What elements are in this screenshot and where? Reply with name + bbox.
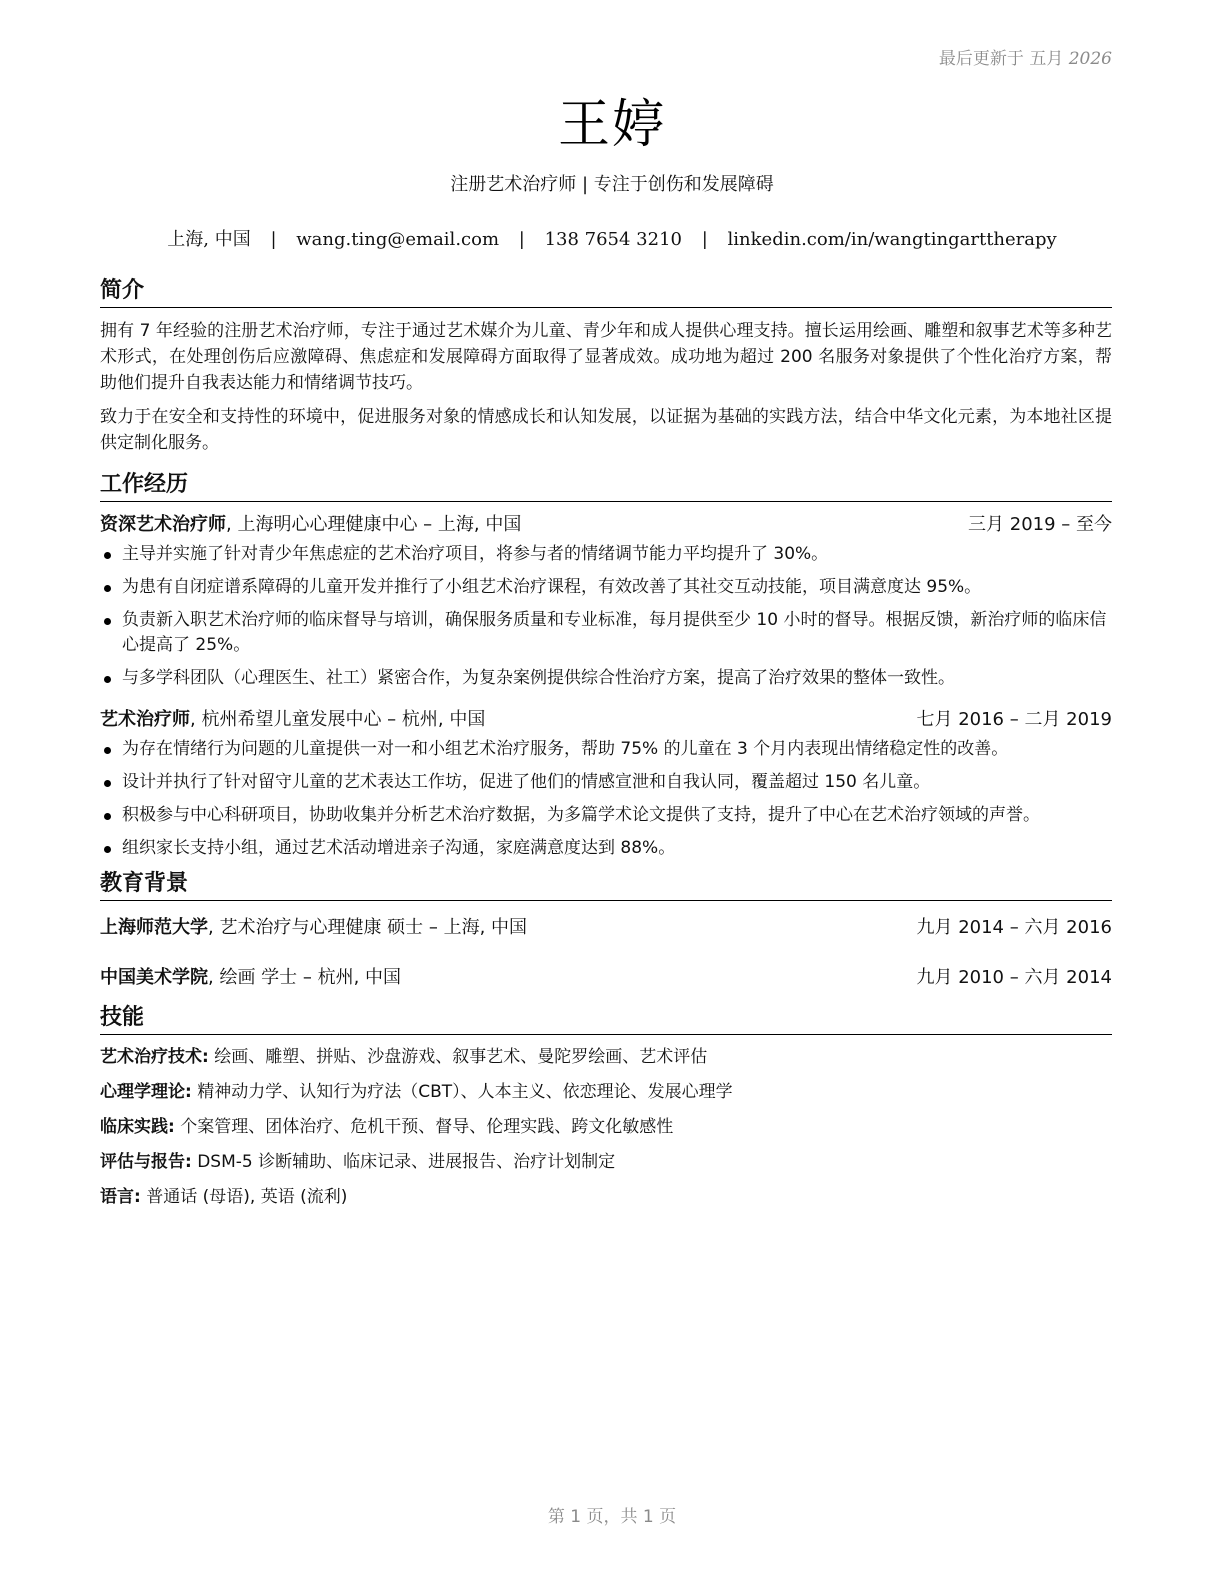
job-bullets [100,542,1112,691]
last-updated-label: 最后更新于 五月 [938,49,1064,69]
skill-line [100,1185,1112,1210]
skill-value: 个案管理、团体治疗、危机干预、督导、伦理实践、跨文化敏感性 [174,1117,674,1137]
job-bullets [100,737,1112,861]
skill-value: 普通话 (母语), 英语 (流利) [140,1187,348,1207]
job-role: 资深艺术治疗师 [100,514,226,535]
skill-value: 精神动力学、认知行为疗法（CBT）、人本主义、依恋理论、发展心理学 [191,1082,733,1102]
skill-line [100,1080,1112,1105]
contact-location: 上海, 中国 [167,229,251,250]
contact-email-link[interactable]: wang.ting@email.com [296,229,500,250]
contact-phone: 138 7654 3210 [544,229,682,250]
contact-separator: | [518,229,525,250]
last-updated-year: 2026 [1068,49,1112,69]
job-header [100,707,1112,733]
job-dates: 三月 2019 – 至今 [968,514,1112,535]
job-org: , 上海明心心理健康中心 – 上海, 中国 [226,514,522,535]
summary-paragraph: 致力于在安全和支持性的环境中，促进服务对象的情感成长和认知发展，以证据为基础的实践方法，结合中华文化元素，为本地社区提供定制化服务。 [100,407,1112,453]
job-entry [100,512,1112,691]
job-bullet: 主导并实施了针对青少年焦虑症的艺术治疗项目，将参与者的情绪调节能力平均提升了 30%。 [100,542,1112,567]
skill-value: DSM-5 诊断辅助、临床记录、进展报告、治疗计划制定 [191,1152,616,1172]
section-title-summary: 简介 [100,276,1112,308]
job-bullet: 负责新入职艺术治疗师的临床督导与培训，确保服务质量和专业标准，每月提供至少 10 小时的督导。根据反馈，新治疗师的临床信心提高了 25%。 [100,608,1112,658]
education-entry [100,915,1112,941]
job-header [100,512,1112,538]
last-updated [939,44,1112,69]
skill-label: 评估与报告: [100,1152,192,1172]
section-title-experience: 工作经历 [100,470,1112,502]
contact-linkedin-link[interactable]: linkedin.com/in/wangtingarttherapy [727,229,1057,250]
education-entry [100,965,1112,991]
skill-label: 语言: [100,1187,141,1207]
contact-separator: | [270,229,277,250]
page-footer: 第 1 页，共 1 页 [547,1507,677,1527]
education-school: 中国美术学院 [100,967,208,988]
skill-label: 临床实践: [100,1117,175,1137]
job-bullet: 组织家长支持小组，通过艺术活动增进亲子沟通，家庭满意度达到 88%。 [100,836,1112,861]
skill-label: 艺术治疗技术: [100,1047,209,1067]
job-bullet: 与多学科团队（心理医生、社工）紧密合作，为复杂案例提供综合性治疗方案，提高了治疗效果的整体一致性。 [100,666,1112,691]
skill-value: 绘画、雕塑、拼贴、沙盘游戏、叙事艺术、曼陀罗绘画、艺术评估 [208,1047,708,1067]
job-bullet: 为患有自闭症谱系障碍的儿童开发并推行了小组艺术治疗课程，有效改善了其社交互动技能，项目满意度达 95%。 [100,575,1112,600]
job-dates: 七月 2016 – 二月 2019 [916,709,1112,730]
summary-paragraph: 拥有 7 年经验的注册艺术治疗师，专注于通过艺术媒介为儿童、青少年和成人提供心理支持。擅长运用绘画、雕塑和叙事艺术等多种艺术形式，在处理创伤后应激障碍、焦虑症和发展障碍方面取得了显著成效。成功地为超过 200 名服务对象提供了个性化治疗方案，帮助他们提升自我表达能力和情绪调节技巧。 [100,321,1112,393]
contact-separator: | [701,229,708,250]
education-dates: 九月 2010 – 六月 2014 [916,967,1112,988]
skill-line [100,1150,1112,1175]
skill-line [100,1115,1112,1140]
education-detail: , 艺术治疗与心理健康 硕士 – 上海, 中国 [208,917,528,938]
job-bullet: 设计并执行了针对留守儿童的艺术表达工作坊，促进了他们的情感宣泄和自我认同，覆盖超过 150 名儿童。 [100,770,1112,795]
education-detail: , 绘画 学士 – 杭州, 中国 [208,967,402,988]
education-line [100,915,527,941]
headline: 注册艺术治疗师 | 专注于创伤和发展障碍 [450,174,774,195]
resume-body [100,276,1112,1220]
education-school: 上海师范大学 [100,917,208,938]
section-title-skills: 技能 [100,1003,1112,1035]
section-title-education: 教育背景 [100,869,1112,901]
job-bullet: 积极参与中心科研项目，协助收集并分析艺术治疗数据，为多篇学术论文提供了支持，提升了中心在艺术治疗领域的声誉。 [100,803,1112,828]
job-title-line [100,707,485,733]
skill-label: 心理学理论: [100,1082,192,1102]
candidate-name: 王婷 [557,95,666,155]
contact-line [0,225,1224,251]
job-title-line [100,512,521,538]
job-role: 艺术治疗师 [100,709,190,730]
job-org: , 杭州希望儿童发展中心 – 杭州, 中国 [190,709,486,730]
skill-line [100,1045,1112,1070]
job-bullet: 为存在情绪行为问题的儿童提供一对一和小组艺术治疗服务，帮助 75% 的儿童在 3 个月内表现出情绪稳定性的改善。 [100,737,1112,762]
education-line [100,965,401,991]
job-entry [100,707,1112,861]
education-dates: 九月 2014 – 六月 2016 [916,917,1112,938]
